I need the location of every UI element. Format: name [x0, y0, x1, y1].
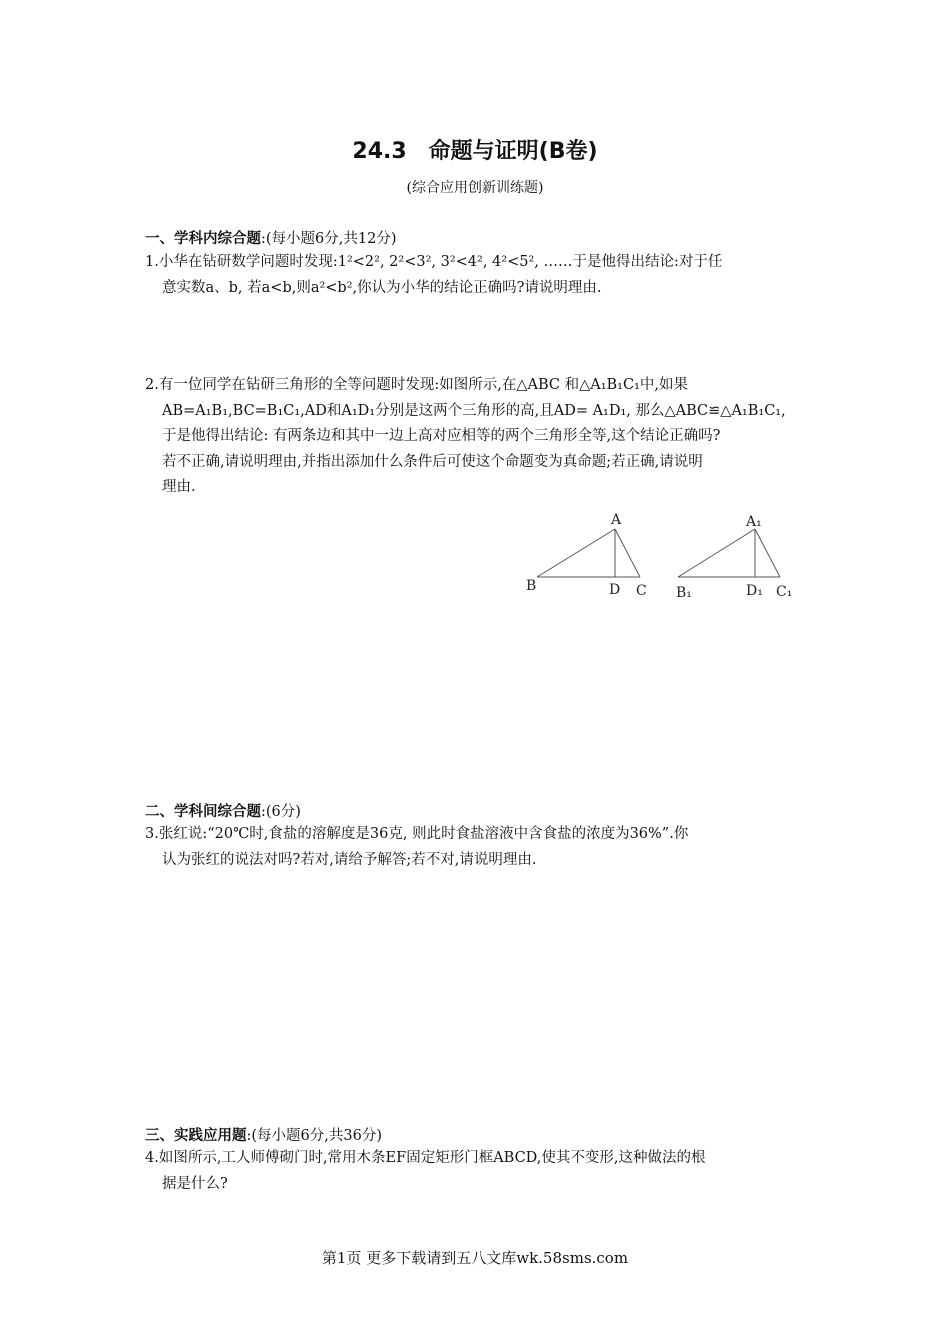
- section-title: 二、学科间综合题: [145, 804, 261, 820]
- vertex-label-c: C: [636, 583, 647, 599]
- question-line: 若不正确,请说明理由,并指出添加什么条件后可使这个命题变为真命题;若正确,请说明: [162, 453, 703, 470]
- page-subtitle: (综合应用创新训练题): [406, 180, 544, 196]
- question-4: [145, 1146, 810, 1197]
- question-line: 3.张红说:“20℃时,食盐的溶解度是36克, 则此时食盐溶液中含食盐的浓度为36%”.你: [145, 826, 689, 842]
- vertex-label-a: A: [611, 512, 622, 528]
- page-title: 24.3 命题与证明(B卷): [352, 139, 598, 164]
- question-line: 意实数a、b, 若a<b,则a²<b²,你认为小华的结论正确吗?请说明理由.: [162, 279, 602, 296]
- section-note: :(6分): [261, 804, 301, 820]
- question-line: 于是他得出结论: 有两条边和其中一边上高对应相等的两个三角形全等,这个结论正确吗?: [162, 428, 721, 444]
- question-3: [145, 822, 810, 873]
- page-footer: 第1页 更多下载请到五八文库wk.58sms.com: [321, 1249, 629, 1267]
- question-line: 理由.: [162, 479, 196, 495]
- question-line: 4.如图所示,工人师傅砌门时,常用木条EF固定矩形门框ABCD,使其不变形,这种做法的根: [145, 1150, 706, 1166]
- question-line: 据是什么?: [162, 1175, 228, 1192]
- vertex-label-d: D: [609, 582, 621, 598]
- question-line: 1.小华在钻研数学问题时发现:1²<2², 2²<3², 3²<4², 4²<5², ……于是他得出结论:对于任: [145, 254, 723, 270]
- question-line: AB=A₁B₁,BC=B₁C₁,AD和A₁D₁分别是这两个三角形的高,且AD= A₁D₁, 那么△ABC≌△A₁B₁C₁,: [162, 402, 786, 419]
- vertex-label-a1: A₁: [746, 514, 762, 530]
- question-line: 2.有一位同学在钻研三角形的全等问题时发现:如图所示,在△ABC 和△A₁B₁C₁中,如果: [145, 377, 688, 393]
- question-line: 认为张红的说法对吗?若对,请给予解答;若不对,请说明理由.: [162, 851, 537, 868]
- section-heading-2: [145, 800, 301, 821]
- section-title: 三、实践应用题: [145, 1128, 247, 1144]
- triangle-abc: [526, 512, 647, 599]
- vertex-label-c1: C₁: [776, 584, 793, 600]
- section-note: :(每小题6分,共12分): [261, 231, 397, 247]
- vertex-label-b1: B₁: [676, 585, 692, 601]
- vertex-label-b: B: [526, 578, 537, 594]
- section-title: 一、学科内综合题: [145, 231, 261, 247]
- section-heading-3: [145, 1124, 382, 1145]
- section-note: :(每小题6分,共36分): [246, 1128, 382, 1144]
- triangle-a1b1c1: [676, 514, 792, 601]
- vertex-label-d1: D₁: [746, 583, 763, 599]
